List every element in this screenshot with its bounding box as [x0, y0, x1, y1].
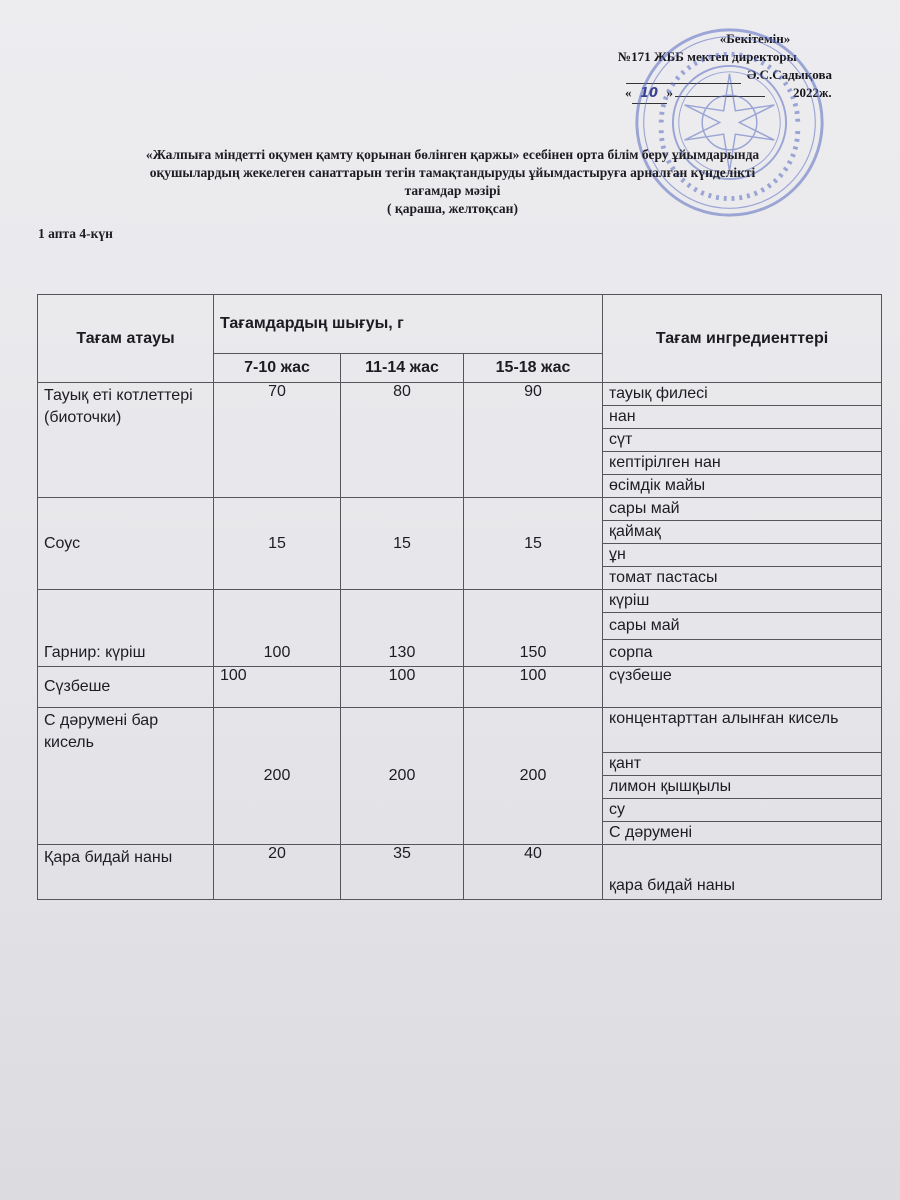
signature-underline: [626, 66, 741, 84]
ingredient: нан: [603, 406, 882, 429]
ingredient: томат пастасы: [603, 567, 882, 590]
output-11-14: 100: [341, 667, 464, 708]
menu-heading: [40, 146, 865, 218]
output-7-10: 100: [214, 667, 341, 708]
ingredient: тауық филесі: [603, 383, 882, 406]
ingredient: лимон қышқылы: [603, 776, 882, 799]
date-day: 10: [632, 85, 667, 104]
header-age-15-18: 15-18 жас: [464, 354, 603, 383]
ingredient: кептірілген нан: [603, 452, 882, 475]
output-11-14: 35: [341, 845, 464, 900]
dish-name: Сүзбеше: [38, 667, 214, 708]
date-open-quote: «: [625, 85, 632, 100]
dish-name: Қара бидай наны: [38, 845, 214, 900]
date-close-quote: »: [666, 85, 673, 100]
table-row: [38, 845, 882, 900]
ingredient: ұн: [603, 544, 882, 567]
approval-signature-line: [600, 66, 870, 84]
output-7-10: 15: [214, 498, 341, 590]
approval-title: «Бекітемін»: [719, 31, 791, 46]
date-month-underline: [675, 96, 765, 97]
week-day-label: 1 апта 4-күн: [38, 226, 113, 241]
header-output: Тағамдардың шығуы, г: [214, 295, 603, 354]
output-7-10: 20: [214, 845, 341, 900]
output-15-18: 15: [464, 498, 603, 590]
table-row: [38, 383, 882, 406]
dish-name: С дәрумені бар кисель: [38, 708, 214, 845]
ingredient: сүзбеше: [603, 667, 882, 708]
output-15-18: 90: [464, 383, 603, 498]
heading-line-4: ( қараша, желтоқсан): [387, 201, 518, 216]
header-age-11-14: 11-14 жас: [341, 354, 464, 383]
table-row: [38, 590, 882, 613]
date-year: 2022ж.: [793, 85, 832, 100]
ingredient: су: [603, 799, 882, 822]
output-11-14: 200: [341, 708, 464, 845]
heading-line-3: тағамдар мәзірі: [404, 183, 501, 198]
table-row: [38, 708, 882, 753]
approval-block: [600, 30, 870, 104]
ingredient: сорпа: [603, 640, 882, 667]
header-ingredients: Тағам ингредиенттері: [603, 295, 882, 383]
approval-director: Ә.С.Садықова: [746, 67, 832, 82]
ingredient: сары май: [603, 613, 882, 640]
ingredient: сүт: [603, 429, 882, 452]
dish-name: Тауық еті котлеттері (биоточки): [38, 383, 214, 498]
ingredient: өсімдік майы: [603, 475, 882, 498]
header-age-7-10: 7-10 жас: [214, 354, 341, 383]
output-11-14: 130: [341, 590, 464, 667]
heading-line-2: оқушылардың жекелеген санаттарын тегін тамақтандыруды ұйымдастыруға арналған күнделікті: [149, 165, 756, 180]
approval-date: [600, 84, 870, 104]
ingredient: концентарттан алынған кисель: [603, 708, 882, 753]
table-row: [38, 498, 882, 521]
output-11-14: 15: [341, 498, 464, 590]
output-15-18: 40: [464, 845, 603, 900]
approval-school: №171 ЖББ мектеп директоры: [618, 49, 797, 64]
ingredient: қара бидай наны: [603, 845, 882, 900]
menu-table: [37, 294, 882, 900]
heading-line-1: «Жалпыға міндетті оқумен қамту қорынан бөлінген қаржы» есебінен орта білім беру ұйымдарында: [145, 147, 760, 162]
dish-name: Соус: [38, 498, 214, 590]
header-dish-name: Тағам атауы: [38, 295, 214, 383]
dish-name: Гарнир: күріш: [38, 590, 214, 667]
ingredient: күріш: [603, 590, 882, 613]
output-7-10: 70: [214, 383, 341, 498]
output-15-18: 150: [464, 590, 603, 667]
output-15-18: 200: [464, 708, 603, 845]
ingredient: қаймақ: [603, 521, 882, 544]
ingredient: сары май: [603, 498, 882, 521]
output-15-18: 100: [464, 667, 603, 708]
output-7-10: 100: [214, 590, 341, 667]
ingredient: қант: [603, 753, 882, 776]
output-7-10: 200: [214, 708, 341, 845]
table-row: [38, 667, 882, 708]
output-11-14: 80: [341, 383, 464, 498]
ingredient: С дәрумені: [603, 822, 882, 845]
